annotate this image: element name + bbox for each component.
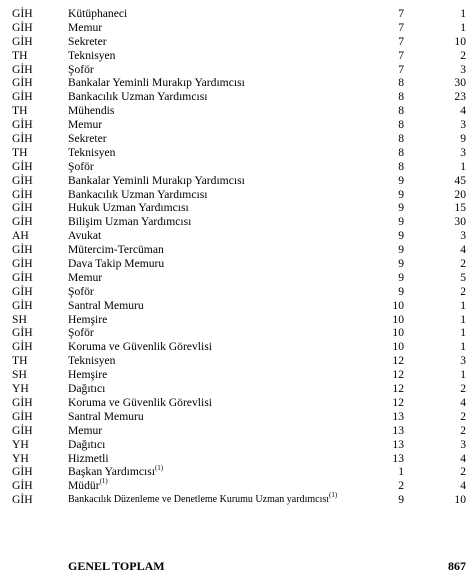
position-title-text: Memur	[68, 270, 103, 284]
position-title	[68, 49, 115, 63]
count-value: 1	[460, 7, 466, 20]
degree-value: 9	[398, 201, 404, 215]
position-title-text: Koruma ve Güvenlik Görevlisi	[68, 340, 212, 354]
degree-value: 12	[392, 354, 404, 368]
footnote-marker: (1)	[329, 490, 338, 499]
grand-total-row	[0, 558, 474, 574]
table-row	[0, 382, 474, 396]
service-class: GİH	[12, 34, 33, 48]
degree-value: 13	[392, 451, 404, 465]
count-value: 23	[454, 90, 466, 104]
degree-value: 12	[392, 395, 404, 409]
degree-value: 9	[398, 243, 404, 257]
degree-value: 12	[392, 368, 404, 382]
position-title-text: Teknisyen	[68, 354, 116, 368]
position-title	[68, 326, 94, 340]
position-title	[68, 132, 107, 146]
position-title-text: Bankacılık Düzenleme ve Denetleme Kurumu Uzman yardımcısı	[68, 494, 330, 506]
service-class: GİH	[12, 423, 33, 437]
count-value: 4	[460, 104, 466, 118]
service-class: GİH	[12, 20, 33, 34]
position-title	[68, 243, 164, 257]
service-class: GİH	[12, 7, 33, 20]
service-class: TH	[12, 145, 28, 159]
table-row	[0, 313, 474, 327]
position-title-text: Müdür	[68, 479, 100, 493]
staff-table	[0, 7, 474, 507]
service-class: YH	[12, 382, 29, 396]
table-row	[0, 490, 474, 507]
position-title	[68, 160, 94, 174]
position-title	[68, 490, 338, 507]
count-value: 3	[460, 145, 466, 159]
table-row	[0, 21, 474, 35]
position-title	[68, 21, 102, 35]
table-row	[0, 271, 474, 285]
position-title	[68, 201, 189, 215]
service-class: GİH	[12, 243, 33, 257]
degree-value: 9	[398, 215, 404, 229]
service-class: GİH	[12, 395, 33, 409]
count-value: 30	[454, 215, 466, 229]
position-title-text: Şoför	[68, 62, 94, 76]
degree-value: 8	[398, 145, 404, 159]
table-row	[0, 465, 474, 479]
position-title-text: Şoför	[68, 159, 94, 173]
count-value: 3	[460, 437, 466, 451]
service-class: GİH	[12, 159, 33, 173]
count-value: 1	[460, 326, 466, 340]
service-class: TH	[12, 354, 28, 368]
degree-value: 13	[392, 437, 404, 451]
count-value: 1	[460, 159, 466, 173]
table-row	[0, 201, 474, 215]
position-title-text: Memur	[68, 20, 103, 34]
table-row	[0, 479, 474, 493]
degree-value: 13	[392, 423, 404, 437]
position-title-text: Koruma ve Güvenlik Görevlisi	[68, 395, 212, 409]
count-value: 4	[460, 451, 466, 465]
position-title	[68, 118, 102, 132]
count-value: 1	[460, 340, 466, 354]
degree-value: 7	[398, 62, 404, 76]
position-title-text: Dağıtıcı	[68, 437, 106, 451]
count-value: 10	[454, 34, 466, 48]
table-row	[0, 132, 474, 146]
table-row	[0, 188, 474, 202]
service-class: YH	[12, 451, 29, 465]
service-class: GİH	[12, 479, 33, 493]
count-value: 1	[460, 312, 466, 326]
degree-value: 8	[398, 159, 404, 173]
position-title	[68, 313, 107, 327]
count-value: 9	[460, 132, 466, 146]
table-row	[0, 118, 474, 132]
position-title-text: Bilişim Uzman Yardımcısı	[68, 215, 192, 229]
position-title-text: Bankalar Yeminli Murakıp Yardımcısı	[68, 76, 245, 90]
grand-total-label: GENEL TOPLAM	[68, 559, 165, 573]
service-class: GİH	[12, 201, 33, 215]
service-class: GİH	[12, 187, 33, 201]
service-class: AH	[12, 229, 29, 243]
position-title-text: Kütüphaneci	[68, 7, 128, 20]
position-title	[68, 146, 115, 160]
count-value: 2	[460, 409, 466, 423]
degree-value: 2	[398, 479, 404, 493]
position-title-text: Bankalar Yeminli Murakıp Yardımcısı	[68, 173, 245, 187]
service-class: SH	[12, 368, 27, 382]
count-value: 2	[460, 48, 466, 62]
position-title	[68, 76, 245, 90]
count-value: 4	[460, 243, 466, 257]
table-row	[0, 257, 474, 271]
position-title-text: Dağıtıcı	[68, 382, 106, 396]
table-row	[0, 146, 474, 160]
count-value: 2	[460, 423, 466, 437]
table-row	[0, 104, 474, 118]
degree-value: 8	[398, 132, 404, 146]
service-class: TH	[12, 104, 28, 118]
position-title	[68, 215, 191, 229]
position-title	[68, 63, 94, 77]
position-title-text: Teknisyen	[68, 48, 116, 62]
service-class: GİH	[12, 409, 33, 423]
service-class: GİH	[12, 173, 33, 187]
position-title	[68, 229, 101, 243]
service-class: GİH	[12, 298, 33, 312]
count-value: 1	[460, 368, 466, 382]
position-title	[68, 424, 102, 438]
position-title-text: Mütercim-Tercüman	[68, 243, 164, 257]
footnote-marker: (1)	[99, 477, 108, 486]
position-title	[68, 438, 105, 452]
count-value: 5	[460, 270, 466, 284]
position-title	[68, 354, 115, 368]
count-value: 3	[460, 229, 466, 243]
degree-value: 7	[398, 20, 404, 34]
table-row	[0, 326, 474, 340]
table-row	[0, 63, 474, 77]
degree-value: 9	[398, 270, 404, 284]
table-row	[0, 229, 474, 243]
position-title-text: Avukat	[68, 229, 102, 243]
service-class: GİH	[12, 257, 33, 271]
count-value: 10	[454, 493, 466, 507]
table-row	[0, 7, 474, 21]
degree-value: 10	[392, 312, 404, 326]
service-class: GİH	[12, 62, 33, 76]
degree-value: 10	[392, 340, 404, 354]
position-title-text: Şoför	[68, 326, 94, 340]
service-class: YH	[12, 437, 29, 451]
position-title	[68, 396, 212, 410]
grand-total-value: 867	[448, 559, 466, 573]
position-title-text: Hizmetli	[68, 451, 109, 465]
degree-value: 10	[392, 298, 404, 312]
position-title-text: Hukuk Uzman Yardımcısı	[68, 201, 189, 215]
count-value: 20	[454, 187, 466, 201]
degree-value: 9	[398, 493, 404, 507]
position-title	[68, 452, 109, 466]
count-value: 15	[454, 201, 466, 215]
count-value: 3	[460, 354, 466, 368]
position-title	[68, 479, 108, 493]
degree-value: 1	[398, 465, 404, 479]
service-class: SH	[12, 312, 27, 326]
position-title	[68, 104, 114, 118]
position-title-text: Sekreter	[68, 34, 107, 48]
footnote-marker: (1)	[154, 463, 164, 472]
degree-value: 13	[392, 409, 404, 423]
table-row	[0, 438, 474, 452]
position-title	[68, 7, 127, 21]
position-title-text: Memur	[68, 118, 103, 132]
position-title	[68, 340, 212, 354]
table-row	[0, 49, 474, 63]
degree-value: 9	[398, 284, 404, 298]
position-title	[68, 465, 163, 479]
table-row	[0, 76, 474, 90]
position-title-text: Şoför	[68, 284, 94, 298]
position-title	[68, 35, 107, 49]
degree-value: 9	[398, 257, 404, 271]
count-value: 2	[460, 257, 466, 271]
position-title	[68, 299, 144, 313]
position-title	[68, 285, 94, 299]
table-row	[0, 215, 474, 229]
degree-value: 7	[398, 7, 404, 20]
position-title-text: Santral Memuru	[68, 298, 144, 312]
table-row	[0, 410, 474, 424]
table-row	[0, 160, 474, 174]
degree-value: 10	[392, 326, 404, 340]
position-title	[68, 257, 164, 271]
position-title-text: Dava Takip Memuru	[68, 257, 165, 271]
degree-value: 8	[398, 90, 404, 104]
position-title-text: Başkan Yardımcısı	[68, 465, 155, 479]
position-title-text: Santral Memuru	[68, 409, 144, 423]
table-row	[0, 354, 474, 368]
position-title-text: Bankacılık Uzman Yardımcısı	[68, 90, 208, 104]
position-title-text: Hemşire	[68, 312, 108, 326]
count-value: 2	[460, 382, 466, 396]
table-row	[0, 35, 474, 49]
count-value: 1	[460, 298, 466, 312]
degree-value: 9	[398, 187, 404, 201]
position-title	[68, 368, 107, 382]
service-class: GİH	[12, 132, 33, 146]
count-value: 30	[454, 76, 466, 90]
degree-value: 8	[398, 76, 404, 90]
degree-value: 7	[398, 48, 404, 62]
position-title	[68, 174, 245, 188]
position-title-text: Memur	[68, 423, 103, 437]
service-class: TH	[12, 48, 28, 62]
position-title	[68, 382, 105, 396]
degree-value: 9	[398, 173, 404, 187]
count-value: 1	[460, 20, 466, 34]
position-title-text: Teknisyen	[68, 145, 116, 159]
count-value: 2	[460, 284, 466, 298]
position-title	[68, 188, 207, 202]
service-class: GİH	[12, 493, 33, 507]
count-value: 45	[454, 173, 466, 187]
table-row	[0, 90, 474, 104]
degree-value: 7	[398, 34, 404, 48]
service-class: GİH	[12, 326, 33, 340]
degree-value: 12	[392, 382, 404, 396]
service-class: GİH	[12, 90, 33, 104]
position-title-text: Bankacılık Uzman Yardımcısı	[68, 187, 208, 201]
service-class: GİH	[12, 270, 33, 284]
service-class: GİH	[12, 340, 33, 354]
service-class: GİH	[12, 215, 33, 229]
position-title-text: Sekreter	[68, 132, 107, 146]
position-title-text: Mühendis	[68, 104, 115, 118]
table-row	[0, 368, 474, 382]
table-row	[0, 299, 474, 313]
service-class: GİH	[12, 465, 33, 479]
service-class: GİH	[12, 118, 33, 132]
table-row	[0, 340, 474, 354]
table-row	[0, 396, 474, 410]
count-value: 2	[460, 465, 466, 479]
table-row	[0, 174, 474, 188]
table-row	[0, 285, 474, 299]
degree-value: 9	[398, 229, 404, 243]
count-value: 4	[460, 395, 466, 409]
position-title-text: Hemşire	[68, 368, 108, 382]
degree-value: 8	[398, 104, 404, 118]
position-title	[68, 271, 102, 285]
count-value: 3	[460, 62, 466, 76]
count-value: 3	[460, 118, 466, 132]
position-title	[68, 410, 144, 424]
degree-value: 8	[398, 118, 404, 132]
service-class: GİH	[12, 284, 33, 298]
service-class: GİH	[12, 76, 33, 90]
table-row	[0, 452, 474, 466]
table-row	[0, 243, 474, 257]
table-row	[0, 424, 474, 438]
count-value: 4	[460, 479, 466, 493]
position-title	[68, 90, 207, 104]
